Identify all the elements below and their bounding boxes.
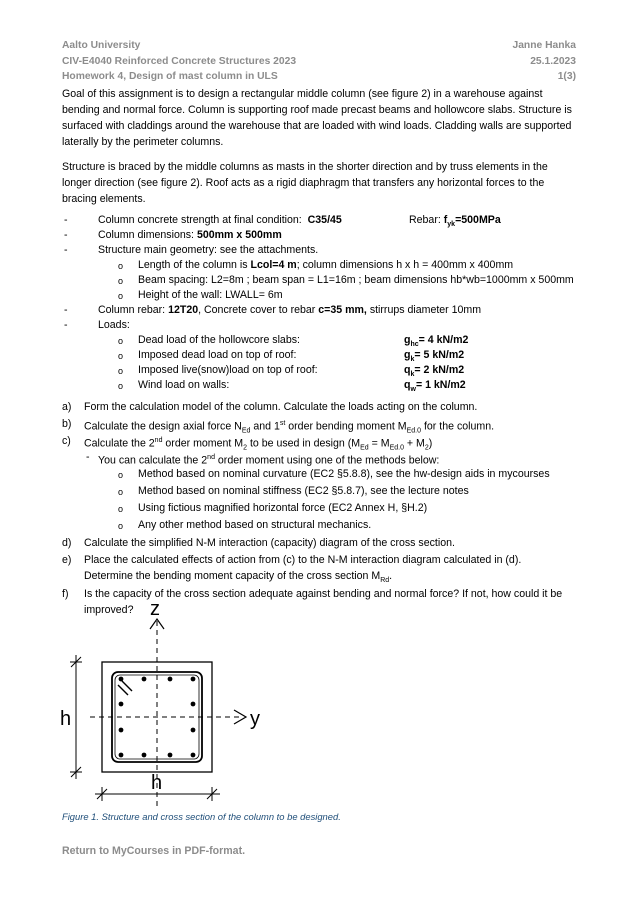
rebar [119,677,124,682]
rebar [168,677,173,682]
rebar [119,753,124,758]
rebar [191,702,196,707]
intro-paragraph-1: Goal of this assignment is to design a rectangular middle column (see figure 2) in a warehouse against bending and normal force. Column is supporting roof made precast beams and hollowcore slabs. Structure is surfaced with claddings around the warehouse that are loaded with wind loads. Cladding walls are supported laterally by the perimeter columns. [62,88,572,148]
date: 25.1.2023 [530,55,576,67]
rebar [191,728,196,733]
university: Aalto University [62,40,141,51]
intro-paragraph-2: Structure is braced by the middle columns as masts in the shorter direction and by truss elements in the longer direction (see figure 2). Roof acts as a rigid diaphragm that transfers any horizontal forces to the bracing elements. [62,161,548,205]
homework-title: Homework 4, Design of mast column in ULS [62,71,278,82]
rebar [191,753,196,758]
rebar [142,677,147,682]
rebar [191,677,196,682]
page-number: 1(3) [557,71,576,82]
figure-caption: Figure 1. Structure and cross section of the column to be designed. [62,811,341,822]
h-label-bottom: h [151,772,163,794]
rebar [142,753,147,758]
stirrup-hook [122,681,132,691]
author: Janne Hanka [512,40,576,51]
footer-note: Return to MyCourses in PDF-format. [62,845,246,857]
course-title: CIV-E4040 Reinforced Concrete Structures 2023 [62,55,297,67]
rebar [119,702,124,707]
y-label: y [250,708,260,730]
stirrup-hook [118,685,128,695]
rebar [168,753,173,758]
cross-section-figure [60,597,290,807]
rebar [119,728,124,733]
z-label: z [150,598,160,620]
h-label-left: h [60,708,72,730]
